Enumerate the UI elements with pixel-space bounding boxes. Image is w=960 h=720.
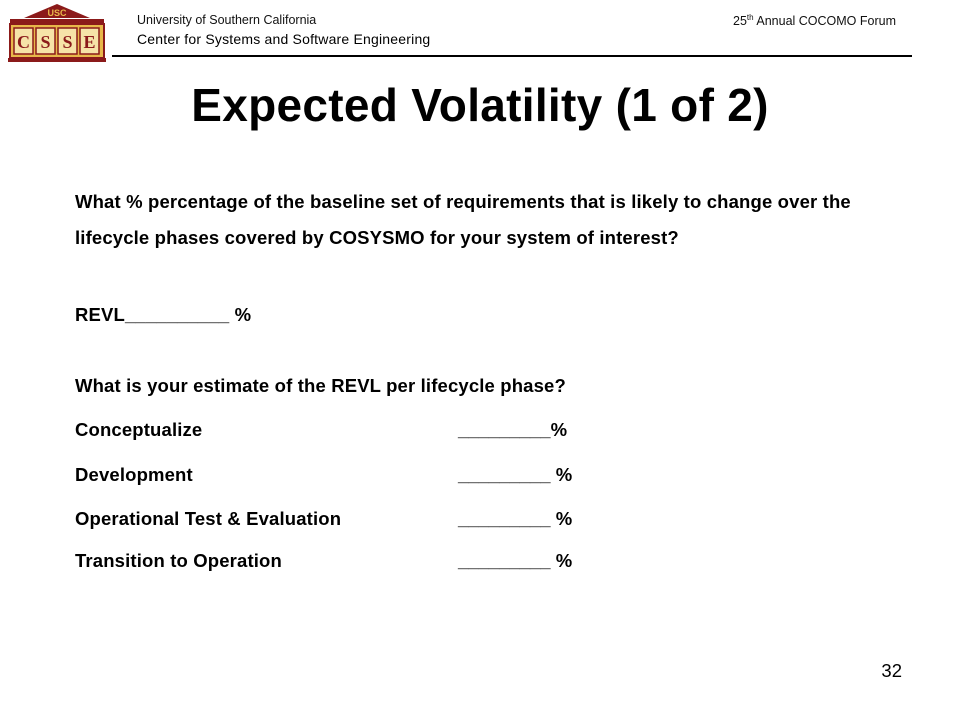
phase-label: Conceptualize — [75, 419, 203, 440]
logo-letter-c: C — [17, 32, 30, 52]
usc-csse-logo — [4, 2, 110, 64]
header-rule — [112, 55, 912, 57]
phase-label: Development — [75, 464, 193, 485]
phase-blank: _________ % — [458, 464, 573, 485]
revl-field-line: REVL__________ % — [75, 304, 252, 325]
logo-letter-s2: S — [62, 32, 73, 52]
phase-blank: _________ % — [458, 508, 573, 529]
logo-usc-text: USC — [47, 8, 67, 18]
page-number: 32 — [881, 660, 902, 681]
logo-beam — [10, 19, 104, 23]
phase-label: Operational Test & Evaluation — [75, 508, 342, 529]
question-1: What % percentage of the baseline set of requirements that is likely to change over the lifecycle phases covered by COSYSMO for your system of interest? — [75, 191, 851, 248]
university-name: University of Southern California — [137, 13, 317, 27]
phase-blank: _________ % — [458, 550, 573, 571]
forum-prefix: 25 — [733, 14, 747, 28]
center-name: Center for Systems and Software Engineering — [137, 31, 431, 47]
logo-base — [8, 58, 106, 62]
logo-letter-e: E — [83, 32, 96, 52]
question-2: What is your estimate of the REVL per lifecycle phase? — [75, 375, 566, 396]
slide-title: Expected Volatility (1 of 2) — [191, 79, 769, 131]
forum-sup: th — [746, 13, 754, 22]
forum-name — [733, 13, 896, 28]
phase-label: Transition to Operation — [75, 550, 282, 571]
forum-suffix: Annual COCOMO Forum — [753, 14, 896, 28]
logo-letter-s1: S — [40, 32, 51, 52]
phase-blank: _________% — [458, 419, 568, 440]
